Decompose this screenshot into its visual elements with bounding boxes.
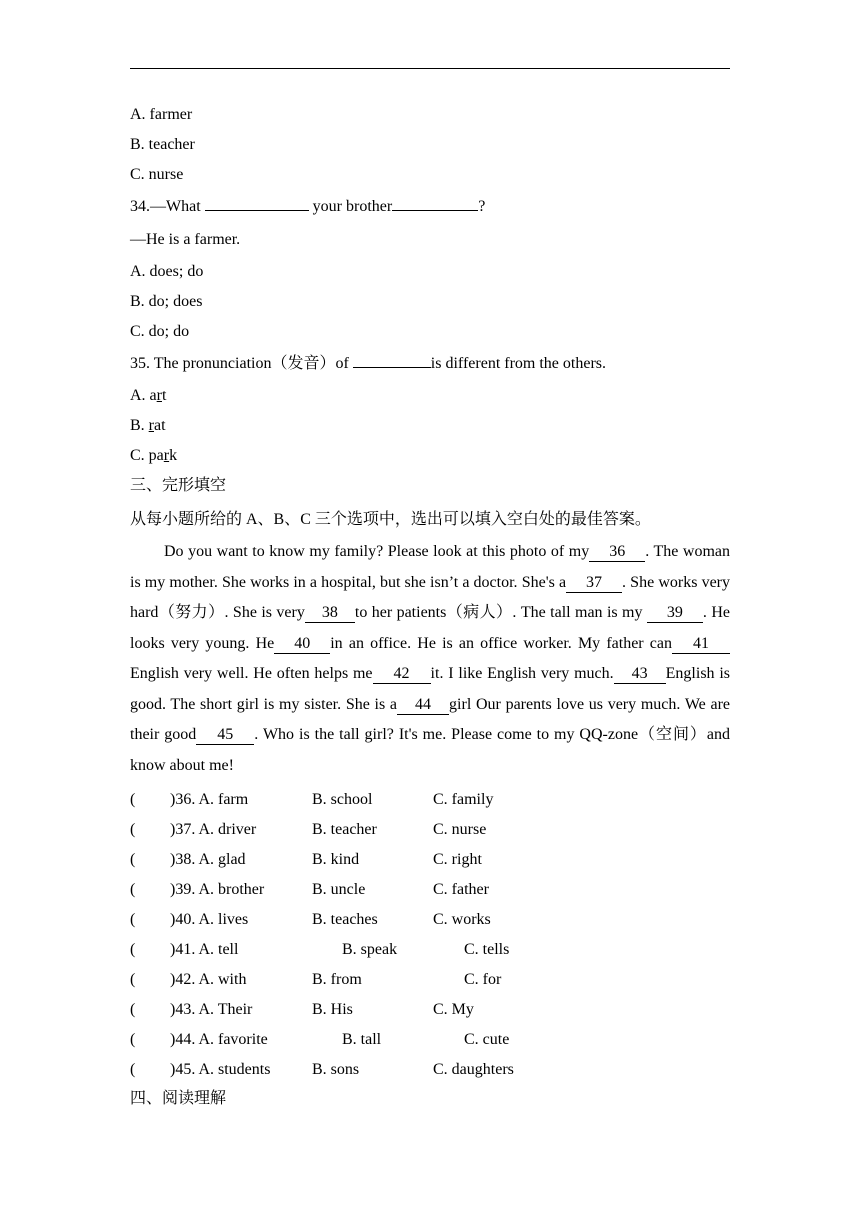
q35-question bbox=[130, 353, 606, 374]
blank-39: 39 bbox=[647, 604, 703, 623]
answer-paren: ( bbox=[130, 881, 136, 898]
q34-blank-1 bbox=[205, 196, 309, 211]
q34-question bbox=[130, 196, 485, 217]
q34-middle: your brother bbox=[312, 198, 393, 215]
cloze-option-a: )41. A. tell bbox=[170, 941, 239, 958]
q34-option-b: B. do; does bbox=[130, 293, 203, 310]
cloze-option-c: C. works bbox=[433, 911, 491, 928]
cloze-question-row bbox=[130, 1060, 730, 1080]
cloze-question-row bbox=[130, 1030, 730, 1050]
q35-suffix: is different from the others. bbox=[430, 355, 607, 372]
cloze-question-row bbox=[130, 790, 730, 810]
q35-option-b: B. rat bbox=[130, 417, 166, 434]
q33-option-a: A. farmer bbox=[130, 106, 193, 123]
answer-paren: ( bbox=[130, 791, 136, 808]
cloze-option-a: )37. A. driver bbox=[170, 821, 257, 838]
q35-option-a: A. art bbox=[130, 387, 167, 404]
cloze-option-a: )45. A. students bbox=[170, 1061, 271, 1078]
cloze-option-b: B. school bbox=[312, 791, 373, 808]
answer-paren: ( bbox=[130, 1031, 136, 1048]
cloze-option-a: )44. A. favorite bbox=[170, 1031, 268, 1048]
underlined-letter: r bbox=[148, 417, 154, 434]
underlined-letter: r bbox=[163, 447, 170, 464]
section3-title: 三、完形填空 bbox=[130, 477, 227, 494]
header-rule bbox=[130, 68, 730, 69]
cloze-passage: Do you want to know my family? Please look at this photo of my 36 . The woman is my mother. She works in a hospital, but she isn’t a doctor. She's a 37 . She works very hard（努力）. She is very 38 to her patients（病人）. The tall man is my 39 . He looks very young. He 40 in an office. He is an office worker. My father can 41English very well. He often helps me 42 it. I like English very much. 43 English is good. The short girl is my sister. She is a 44 girl Our parents love us very much. We are their good 45 . Who is the tall girl? It's me. Please come to my QQ-zone（空间）and know about me! bbox=[130, 543, 731, 774]
cloze-option-b: B. kind bbox=[312, 851, 360, 868]
cloze-question-row bbox=[130, 820, 730, 840]
blank-41: 41 bbox=[672, 635, 730, 654]
cloze-question-row bbox=[130, 940, 730, 960]
cloze-option-b: B. teaches bbox=[312, 911, 378, 928]
cloze-option-c: C. cute bbox=[464, 1031, 510, 1048]
answer-paren: ( bbox=[130, 971, 136, 988]
q34-prefix: 34.—What bbox=[130, 198, 201, 215]
underlined-letter: r bbox=[156, 387, 162, 404]
answer-paren: ( bbox=[130, 941, 136, 958]
cloze-option-c: C. for bbox=[464, 971, 502, 988]
blank-45: 45 bbox=[196, 726, 254, 745]
blank-37: 37 bbox=[566, 574, 622, 593]
cloze-option-a: )40. A. lives bbox=[170, 911, 249, 928]
cloze-option-b: B. sons bbox=[312, 1061, 360, 1078]
cloze-option-c: C. family bbox=[433, 791, 494, 808]
cloze-option-c: C. nurse bbox=[433, 821, 487, 838]
answer-paren: ( bbox=[130, 821, 136, 838]
cloze-option-b: B. teacher bbox=[312, 821, 377, 838]
cloze-option-a: )42. A. with bbox=[170, 971, 247, 988]
q35-prefix: 35. The pronunciation（发音）of bbox=[130, 355, 349, 372]
answer-paren: ( bbox=[130, 1061, 136, 1078]
answer-paren: ( bbox=[130, 911, 136, 928]
blank-42: 42 bbox=[373, 665, 431, 684]
cloze-option-a: )43. A. Their bbox=[170, 1001, 253, 1018]
answer-paren: ( bbox=[130, 851, 136, 868]
cloze-option-a: )39. A. brother bbox=[170, 881, 265, 898]
q34-suffix: ? bbox=[478, 198, 486, 215]
cloze-option-c: C. My bbox=[433, 1001, 474, 1018]
q35-option-c: C. park bbox=[130, 447, 178, 464]
q34-answer-line: —He is a farmer. bbox=[130, 231, 241, 248]
blank-40: 40 bbox=[274, 635, 330, 654]
cloze-option-b: B. tall bbox=[342, 1031, 382, 1048]
cloze-question-row bbox=[130, 910, 730, 930]
blank-36: 36 bbox=[589, 543, 645, 562]
cloze-question-row bbox=[130, 970, 730, 990]
cloze-option-a: )38. A. glad bbox=[170, 851, 246, 868]
cloze-option-c: C. father bbox=[433, 881, 489, 898]
cloze-option-a: )36. A. farm bbox=[170, 791, 249, 808]
q35-blank bbox=[353, 353, 431, 368]
q34-option-c: C. do; do bbox=[130, 323, 190, 340]
blank-44: 44 bbox=[397, 696, 449, 715]
cloze-option-b: B. from bbox=[312, 971, 362, 988]
cloze-option-c: C. tells bbox=[464, 941, 510, 958]
cloze-option-b: B. speak bbox=[342, 941, 398, 958]
cloze-option-b: B. uncle bbox=[312, 881, 366, 898]
cloze-option-c: C. right bbox=[433, 851, 482, 868]
cloze-question-row bbox=[130, 850, 730, 870]
q34-option-a: A. does; do bbox=[130, 263, 204, 280]
section3-instruction: 从每小题所给的 A、B、C 三个选项中，选出可以填入空白处的最佳答案。 bbox=[130, 511, 651, 528]
section4-title: 四、阅读理解 bbox=[130, 1090, 227, 1107]
cloze-question-row bbox=[130, 1000, 730, 1020]
cloze-option-b: B. His bbox=[312, 1001, 353, 1018]
cloze-question-row bbox=[130, 880, 730, 900]
q33-option-c: C. nurse bbox=[130, 166, 184, 183]
blank-43: 43 bbox=[614, 665, 666, 684]
answer-paren: ( bbox=[130, 1001, 136, 1018]
cloze-option-c: C. daughters bbox=[433, 1061, 514, 1078]
q34-blank-2 bbox=[392, 196, 478, 211]
q33-option-b: B. teacher bbox=[130, 136, 195, 153]
blank-38: 38 bbox=[305, 604, 355, 623]
